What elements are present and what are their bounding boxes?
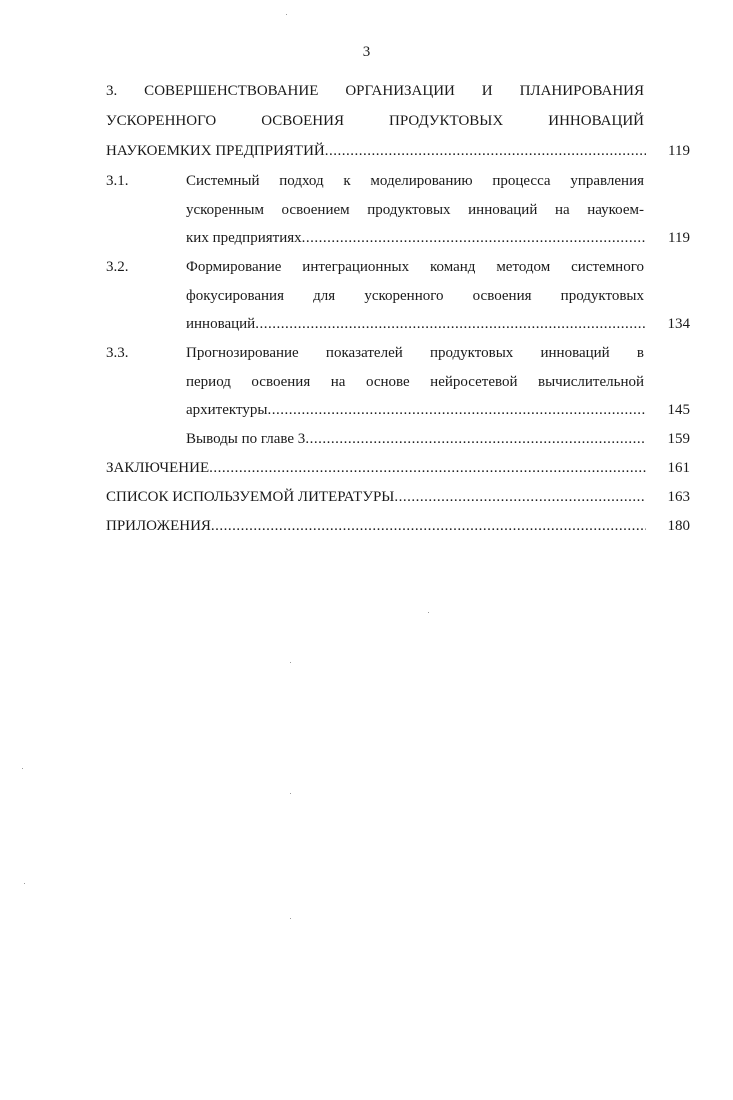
dot-leader xyxy=(211,515,646,537)
section-page: 145 xyxy=(667,402,690,418)
section-title-line-3: инноваций xyxy=(186,316,256,332)
scan-speck xyxy=(286,14,287,15)
dot-leader xyxy=(325,140,646,162)
section-title-line-1: Прогнозирование показателей продуктовых инноваций в xyxy=(186,345,644,361)
dot-leader xyxy=(394,486,646,508)
scan-speck xyxy=(290,918,291,919)
section-title-line-2: фокусирования для ускоренного освоения продуктовых xyxy=(186,288,644,304)
references-label: СПИСОК ИСПОЛЬЗУЕМОЙ ЛИТЕРАТУРЫ xyxy=(106,489,395,505)
section-title-line-1: Формирование интеграционных команд методом системного xyxy=(186,259,644,275)
appendices-page: 180 xyxy=(667,518,690,534)
conclusion-page: 161 xyxy=(667,460,690,476)
section-title-line-2: ускоренным освоением продуктовых инноваций на наукоем- xyxy=(186,202,644,218)
toc-entry-chapter-3[interactable] xyxy=(106,140,646,162)
chapter-page: 119 xyxy=(668,143,690,159)
section-title-line-1: Системный подход к моделированию процесса управления xyxy=(186,173,644,189)
section-title-line-3: архитектуры xyxy=(186,402,268,418)
chapter-title-line-1: 3. СОВЕРШЕНСТВОВАНИЕ ОРГАНИЗАЦИИ И ПЛАНИРОВАНИЯ xyxy=(106,83,644,99)
dot-leader xyxy=(267,399,646,421)
dot-leader xyxy=(305,428,646,450)
dot-leader xyxy=(255,313,646,335)
scan-speck xyxy=(22,768,23,769)
chapter-title-line-3: НАУКОЕМКИХ ПРЕДПРИЯТИЙ xyxy=(106,143,325,159)
conclusions-label: Выводы по главе 3 xyxy=(186,431,306,447)
toc-entry-section-3-2[interactable] xyxy=(186,313,646,335)
chapter-title-line-2: УСКОРЕННОГО ОСВОЕНИЯ ПРОДУКТОВЫХ ИННОВАЦИЙ xyxy=(106,113,644,129)
section-title-line-2: период освоения на основе нейросетевой вычислительной xyxy=(186,374,644,390)
dot-leader xyxy=(302,227,646,249)
section-page: 119 xyxy=(668,230,690,246)
references-page: 163 xyxy=(667,489,690,505)
appendices-label: ПРИЛОЖЕНИЯ xyxy=(106,518,211,534)
conclusion-label: ЗАКЛЮЧЕНИЕ xyxy=(106,460,210,476)
conclusions-page: 159 xyxy=(667,431,690,447)
toc-entry-appendices[interactable] xyxy=(106,515,646,537)
scan-speck xyxy=(290,793,291,794)
page-number: 3 xyxy=(362,44,371,60)
toc-entry-section-3-3[interactable] xyxy=(186,399,646,421)
toc-entry-conclusion[interactable] xyxy=(106,457,646,479)
section-number: 3.2. xyxy=(106,259,129,275)
section-number: 3.1. xyxy=(106,173,129,189)
toc-entry-section-3-1[interactable] xyxy=(186,227,646,249)
scan-speck xyxy=(24,883,25,884)
dot-leader xyxy=(209,457,646,479)
section-title-line-3: ких предприятиях xyxy=(186,230,302,246)
scan-speck xyxy=(428,612,429,613)
toc-entry-references[interactable] xyxy=(106,486,646,508)
toc-entry-chapter-conclusions[interactable] xyxy=(186,428,646,450)
section-page: 134 xyxy=(667,316,690,332)
section-number: 3.3. xyxy=(106,345,129,361)
scan-speck xyxy=(290,662,291,663)
